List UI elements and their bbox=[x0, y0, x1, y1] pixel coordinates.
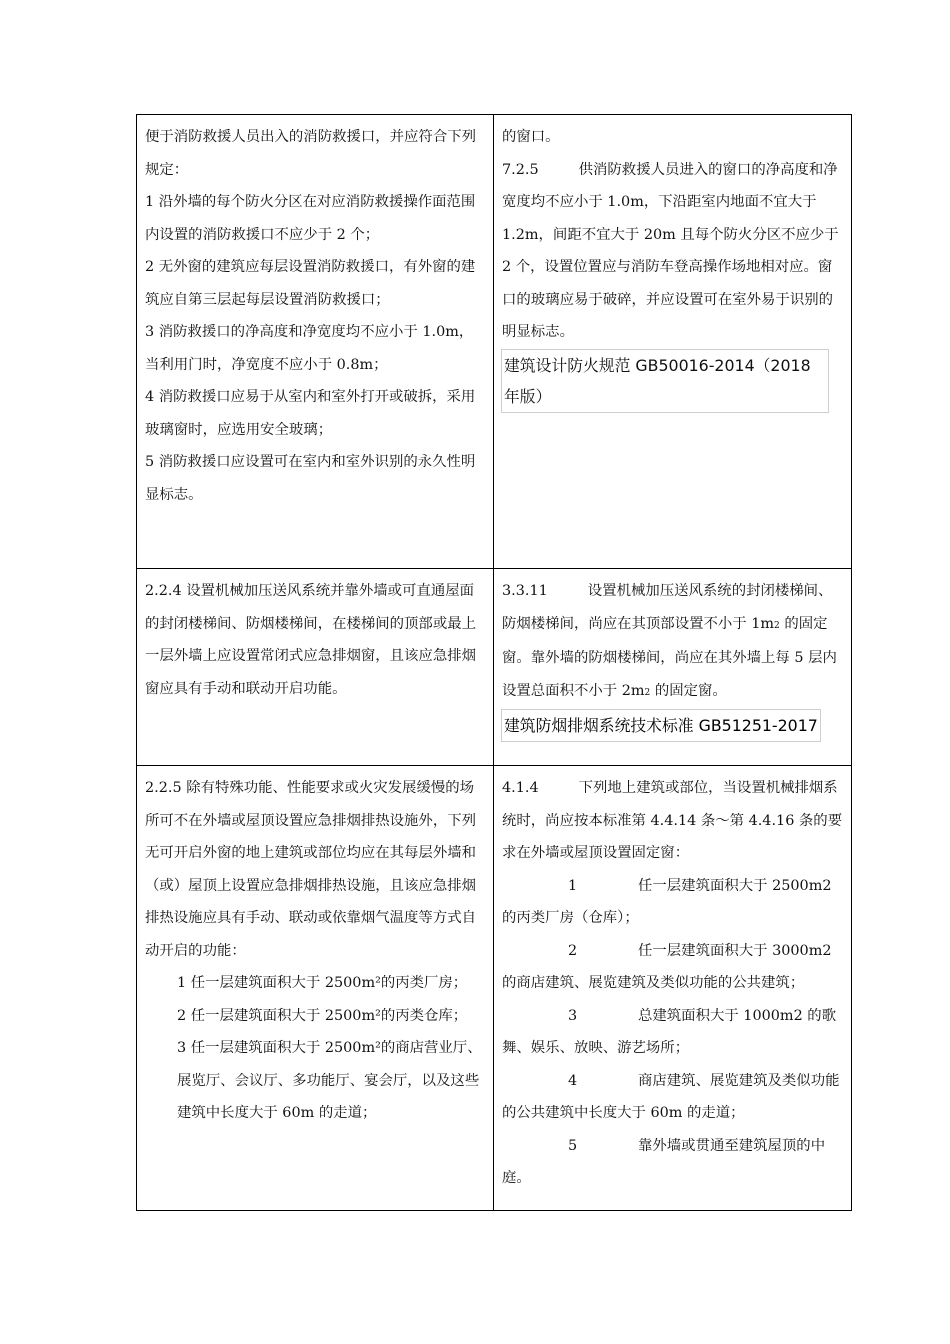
clause-paragraph bbox=[502, 154, 843, 349]
source-reference: 建筑设计防火规范 GB50016-2014（2018 年版） bbox=[501, 349, 829, 413]
clause-paragraph bbox=[502, 772, 843, 870]
item-number: 1 bbox=[568, 877, 578, 894]
clause-number: 3.3.11 bbox=[502, 583, 548, 599]
table-row bbox=[137, 115, 852, 569]
item-number: 5 bbox=[568, 1137, 578, 1154]
paragraph: 4 消防救援口应易于从室内和室外打开或破拆，采用玻璃窗时，应选用安全玻璃； bbox=[145, 389, 476, 438]
table-cell-left bbox=[137, 115, 494, 569]
list-item: 3 任一层建筑面积大于 2500m²的商店营业厅、展览厅、会议厅、多功能厅、宴会厅，以及这些建筑中长度大于 60m 的走道； bbox=[177, 1040, 482, 1121]
paragraph: 5 消防救援口应设置可在室内和室外识别的永久性明显标志。 bbox=[145, 454, 476, 503]
clause-text: 下列地上建筑或部位，当设置机械排烟系统时，尚应按本标准第 4.4.14 条～第 4.4.16 条的要求在外墙或屋顶设置固定窗： bbox=[502, 780, 843, 861]
paragraph: 2 无外窗的建筑应每层设置消防救援口，有外窗的建筑应自第三层起每层设置消防救援口； bbox=[145, 259, 476, 308]
clause-text: 设置机械加压送风系统的封闭楼梯间、防烟楼梯间，尚应在其顶部设置不小于 1m bbox=[502, 583, 833, 632]
item-text: 任一层建筑面积大于 3000m2 的商店建筑、展览建筑及类似功能的公共建筑； bbox=[502, 942, 832, 991]
table-cell-right bbox=[494, 569, 852, 766]
list-item bbox=[502, 870, 843, 935]
item-text: 总建筑面积大于 1000m2 的歌舞、娱乐、放映、游艺场所； bbox=[502, 1007, 837, 1056]
list-item bbox=[502, 1130, 843, 1195]
paragraph: 的窗口。 bbox=[502, 129, 560, 145]
paragraph: 2.2.5 除有特殊功能、性能要求或火灾发展缓慢的场所可不在外墙或屋顶设置应急排烟排热设施外，下列无可开启外窗的地上建筑或部位均应在其每层外墙和（或）屋顶上设置应急排烟排热设施，且该应急排烟排热设施应具有手动、联动或依靠烟气温度等方式自动开启的功能： bbox=[145, 780, 476, 959]
clause-text: 供消防救援人员进入的窗口的净高度和净宽度均不应小于 1.0m，下沿距室内地面不宜大于 1.2m，间距不宜大于 20m 且每个防火分区不应少于 2 个，设置位置应与消防车登高操作场地相对应。窗口的玻璃应易于破碎，并应设置可在室外易于识别的明显标志。 bbox=[502, 161, 839, 340]
comparison-table bbox=[136, 114, 852, 1211]
paragraph: 3 消防救援口的净高度和净宽度均不应小于 1.0m，当利用门时，净宽度不应小于 0.8m； bbox=[145, 324, 474, 373]
list-item: 2 任一层建筑面积大于 2500m²的丙类仓库； bbox=[177, 1007, 468, 1024]
paragraph: 便于消防救援人员出入的消防救援口，并应符合下列规定： bbox=[145, 129, 476, 178]
list-item bbox=[502, 1065, 843, 1130]
clause-text: 的固定窗。靠外墙的防烟楼梯间，尚应在其外墙上每 5 层内设置总面积不小于 2m bbox=[502, 615, 837, 699]
list-item bbox=[502, 935, 843, 1000]
item-number: 3 bbox=[568, 1007, 578, 1024]
table-cell-right bbox=[494, 115, 852, 569]
paragraph: 1 沿外墙的每个防火分区在对应消防救援操作面范围内设置的消防救援口不应少于 2 个； bbox=[145, 194, 476, 243]
superscript: 2 bbox=[774, 620, 780, 631]
table-cell-right bbox=[494, 766, 852, 1211]
table-row bbox=[137, 569, 852, 766]
table-cell-left bbox=[137, 766, 494, 1211]
clause-number: 4.1.4 bbox=[502, 780, 539, 796]
list-item: 1 任一层建筑面积大于 2500m²的丙类厂房； bbox=[177, 975, 468, 991]
table-cell-left bbox=[137, 569, 494, 766]
table-row bbox=[137, 766, 852, 1211]
item-text: 任一层建筑面积大于 2500m2 的丙类厂房（仓库）； bbox=[502, 877, 832, 926]
item-number: 4 bbox=[568, 1072, 578, 1089]
source-reference: 建筑防烟排烟系统技术标准 GB51251-2017 bbox=[501, 709, 821, 742]
item-text: 靠外墙或贯通至建筑屋顶的中庭。 bbox=[502, 1137, 826, 1186]
paragraph: 2.2.4 设置机械加压送风系统并靠外墙或可直通屋面的封闭楼梯间、防烟楼梯间，在楼梯间的顶部或最上一层外墙上应设置常闭式应急排烟窗，且该应急排烟窗应具有手动和联动开启功能。 bbox=[145, 583, 476, 697]
item-text: 商店建筑、展览建筑及类似功能的公共建筑中长度大于 60m 的走道； bbox=[502, 1072, 840, 1121]
clause-paragraph bbox=[502, 575, 843, 709]
item-number: 2 bbox=[568, 942, 578, 959]
clause-text: 的固定窗。 bbox=[650, 682, 727, 699]
superscript: 2 bbox=[644, 687, 651, 698]
clause-number: 7.2.5 bbox=[502, 161, 539, 178]
list-item bbox=[502, 1000, 843, 1065]
